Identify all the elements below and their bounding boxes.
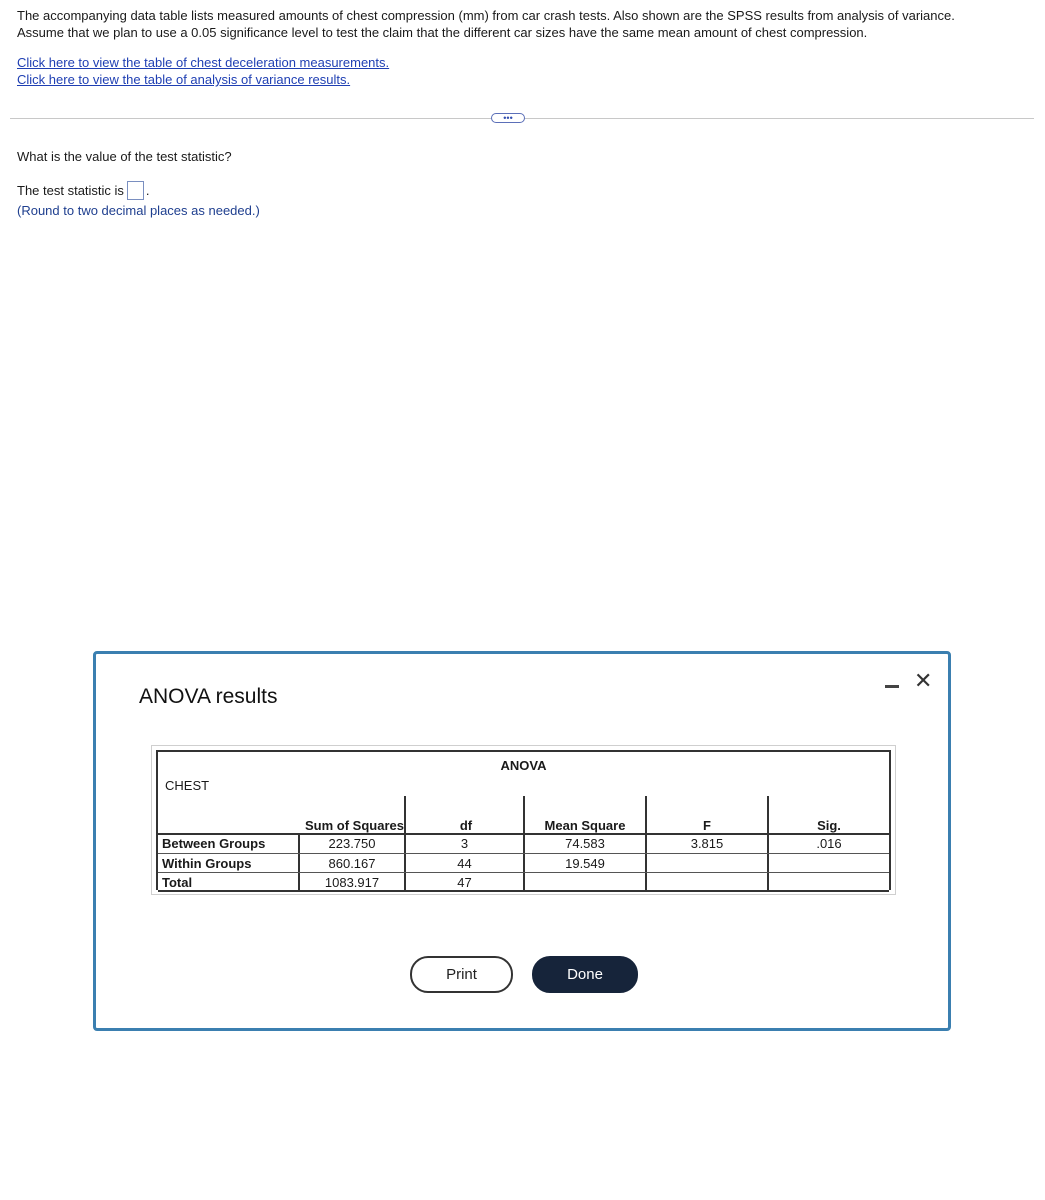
rounding-hint: (Round to two decimal places as needed.) bbox=[17, 203, 260, 218]
problem-line-2: Assume that we plan to use a 0.05 significance level to test the claim that the different car sizes have the same mean amount of chest compression. bbox=[17, 25, 868, 40]
answer-row bbox=[17, 181, 150, 200]
print-button[interactable]: Print bbox=[410, 956, 513, 993]
done-button[interactable]: Done bbox=[532, 956, 638, 993]
header-df: df bbox=[459, 818, 473, 833]
anova-table bbox=[156, 750, 891, 890]
dialog-title: ANOVA results bbox=[139, 685, 278, 708]
cell-df: 3 bbox=[460, 836, 469, 851]
cell-ss: 223.750 bbox=[328, 836, 376, 851]
row-label-within: Within Groups bbox=[162, 856, 252, 871]
row-label-total: Total bbox=[162, 875, 193, 890]
minimize-icon[interactable] bbox=[885, 685, 899, 688]
table-title: ANOVA bbox=[500, 758, 547, 773]
header-sig: Sig. bbox=[817, 818, 841, 833]
cell-df: 44 bbox=[457, 856, 472, 871]
problem-statement bbox=[17, 7, 1032, 41]
header-mean-square: Mean Square bbox=[544, 818, 626, 833]
cell-sig: .016 bbox=[816, 836, 842, 851]
expand-button[interactable]: ••• bbox=[491, 113, 525, 123]
dependent-variable-label: CHEST bbox=[165, 778, 210, 793]
anova-dialog bbox=[93, 651, 951, 1031]
anova-table-link[interactable]: Click here to view the table of analysis of variance results. bbox=[17, 72, 351, 87]
close-icon[interactable]: ✕ bbox=[914, 668, 933, 693]
cell-ms: 19.549 bbox=[565, 856, 605, 871]
answer-suffix: . bbox=[145, 183, 150, 198]
cell-ss: 1083.917 bbox=[324, 875, 380, 890]
cell-ss: 860.167 bbox=[328, 856, 376, 871]
anova-table-frame bbox=[151, 745, 896, 895]
cell-f: 3.815 bbox=[690, 836, 724, 851]
question-text: What is the value of the test statistic? bbox=[17, 149, 232, 164]
problem-line-1: The accompanying data table lists measured amounts of chest compression (mm) from car crash tests. Also shown are the SPSS results from analysis of variance. bbox=[17, 8, 955, 23]
cell-df: 47 bbox=[457, 875, 472, 890]
answer-prefix: The test statistic is bbox=[17, 183, 124, 198]
resource-links bbox=[17, 54, 389, 88]
data-table-link[interactable]: Click here to view the table of chest deceleration measurements. bbox=[17, 55, 390, 70]
cell-ms: 74.583 bbox=[565, 836, 605, 851]
header-f: F bbox=[703, 818, 711, 833]
header-sum-of-squares: Sum of Squares bbox=[305, 818, 404, 833]
row-label-between: Between Groups bbox=[162, 836, 266, 851]
test-statistic-input[interactable] bbox=[127, 181, 144, 200]
